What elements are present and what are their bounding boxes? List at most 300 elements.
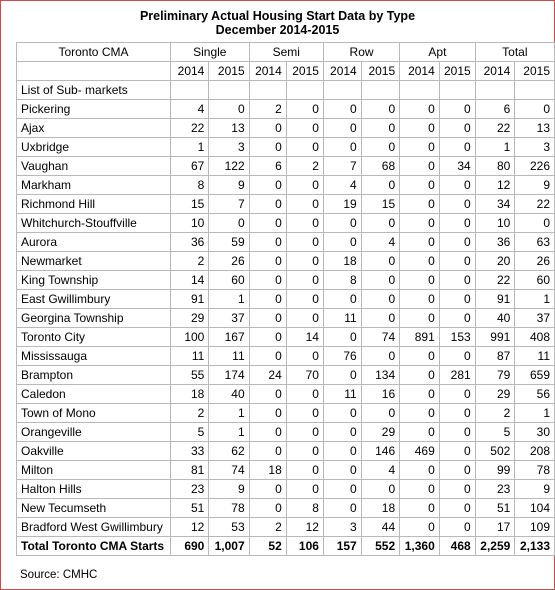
value-cell: 0 [249, 328, 286, 347]
type-header-apt: Apt [400, 43, 476, 62]
value-cell: 0 [249, 499, 286, 518]
value-cell: 12 [170, 518, 208, 537]
table-row [17, 252, 555, 271]
value-cell: 2 [286, 157, 323, 176]
value-cell: 0 [249, 480, 286, 499]
year-header: 2014 [249, 62, 286, 81]
value-cell: 0 [515, 214, 555, 233]
value-cell: 0 [400, 233, 440, 252]
market-name: Halton Hills [17, 480, 171, 499]
value-cell: 0 [439, 214, 475, 233]
value-cell: 0 [249, 119, 286, 138]
value-cell: 208 [515, 442, 555, 461]
value-cell: 10 [170, 214, 208, 233]
value-cell: 0 [400, 271, 440, 290]
table-row [17, 423, 555, 442]
section-label: List of Sub- markets [17, 81, 171, 100]
value-cell: 12 [286, 518, 323, 537]
value-cell: 134 [361, 366, 399, 385]
year-header: 2015 [361, 62, 399, 81]
value-cell: 17 [475, 518, 515, 537]
table-row [17, 385, 555, 404]
table-row [17, 347, 555, 366]
value-cell: 11 [515, 347, 555, 366]
value-cell: 0 [400, 461, 440, 480]
value-cell: 0 [361, 271, 399, 290]
value-cell: 20 [475, 252, 515, 271]
value-cell: 0 [286, 404, 323, 423]
value-cell: 0 [286, 195, 323, 214]
value-cell: 0 [361, 404, 399, 423]
value-cell: 0 [209, 214, 249, 233]
value-cell: 0 [323, 442, 361, 461]
table-row [17, 404, 555, 423]
value-cell: 80 [475, 157, 515, 176]
value-cell: 5 [475, 423, 515, 442]
value-cell: 23 [475, 480, 515, 499]
year-header: 2014 [400, 62, 440, 81]
value-cell: 0 [439, 290, 475, 309]
value-cell: 0 [286, 252, 323, 271]
table-row [17, 366, 555, 385]
value-cell: 0 [323, 499, 361, 518]
value-cell: 14 [170, 271, 208, 290]
table-row [17, 138, 555, 157]
table-row [17, 271, 555, 290]
value-cell: 408 [515, 328, 555, 347]
value-cell: 3 [515, 138, 555, 157]
value-cell: 8 [170, 176, 208, 195]
value-cell: 0 [400, 290, 440, 309]
value-cell: 0 [249, 271, 286, 290]
value-cell: 18 [249, 461, 286, 480]
value-cell: 7 [209, 195, 249, 214]
value-cell: 0 [361, 309, 399, 328]
value-cell: 40 [475, 309, 515, 328]
value-cell: 0 [361, 214, 399, 233]
value-cell: 1,007 [209, 537, 249, 556]
table-row [17, 214, 555, 233]
market-name: Whitchurch-Stouffville [17, 214, 171, 233]
report-title [0, 9, 555, 37]
value-cell: 0 [286, 233, 323, 252]
value-cell: 23 [170, 480, 208, 499]
value-cell: 0 [439, 195, 475, 214]
value-cell: 22 [475, 119, 515, 138]
value-cell: 3 [209, 138, 249, 157]
market-name: Markham [17, 176, 171, 195]
value-cell: 0 [286, 347, 323, 366]
market-name: Town of Mono [17, 404, 171, 423]
value-cell: 51 [170, 499, 208, 518]
value-cell: 2 [170, 252, 208, 271]
market-name: Brampton [17, 366, 171, 385]
value-cell: 0 [323, 119, 361, 138]
value-cell: 1 [209, 423, 249, 442]
value-cell: 0 [286, 423, 323, 442]
value-cell: 8 [286, 499, 323, 518]
value-cell: 15 [170, 195, 208, 214]
value-cell: 0 [323, 100, 361, 119]
value-cell: 18 [323, 252, 361, 271]
value-cell: 0 [361, 138, 399, 157]
value-cell: 13 [515, 119, 555, 138]
market-name: Milton [17, 461, 171, 480]
value-cell: 0 [439, 176, 475, 195]
value-cell: 29 [475, 385, 515, 404]
value-cell: 0 [286, 480, 323, 499]
value-cell: 6 [249, 157, 286, 176]
value-cell: 0 [400, 480, 440, 499]
market-name: Newmarket [17, 252, 171, 271]
value-cell: 0 [249, 195, 286, 214]
value-cell: 22 [475, 271, 515, 290]
table-row [17, 157, 555, 176]
value-cell: 0 [323, 138, 361, 157]
market-name: Total Toronto CMA Starts [17, 537, 171, 556]
value-cell: 99 [475, 461, 515, 480]
value-cell: 0 [439, 119, 475, 138]
value-cell: 16 [361, 385, 399, 404]
value-cell: 0 [361, 290, 399, 309]
value-cell: 0 [249, 176, 286, 195]
table-row [17, 100, 555, 119]
market-name: Pickering [17, 100, 171, 119]
value-cell: 51 [475, 499, 515, 518]
table-row [17, 518, 555, 537]
value-cell: 0 [286, 309, 323, 328]
table-row [17, 176, 555, 195]
value-cell: 0 [400, 252, 440, 271]
year-header: 2015 [515, 62, 555, 81]
value-cell: 0 [439, 499, 475, 518]
type-header-row: Row [323, 43, 399, 62]
type-header-row [17, 43, 555, 62]
value-cell: 1 [170, 138, 208, 157]
value-cell: 4 [361, 461, 399, 480]
value-cell: 0 [249, 423, 286, 442]
value-cell: 9 [209, 480, 249, 499]
year-header-row [17, 62, 555, 81]
market-name: Georgina Township [17, 309, 171, 328]
value-cell: 0 [286, 271, 323, 290]
value-cell: 0 [286, 461, 323, 480]
value-cell: 0 [400, 499, 440, 518]
value-cell: 0 [286, 100, 323, 119]
table-row [17, 195, 555, 214]
value-cell: 22 [515, 195, 555, 214]
value-cell: 68 [361, 157, 399, 176]
value-cell: 0 [515, 100, 555, 119]
value-cell: 0 [400, 404, 440, 423]
title-line-2: December 2014-2015 [215, 23, 340, 37]
value-cell: 0 [286, 385, 323, 404]
market-name: Uxbridge [17, 138, 171, 157]
value-cell: 26 [209, 252, 249, 271]
value-cell: 0 [439, 480, 475, 499]
year-header: 2014 [170, 62, 208, 81]
market-name: Ajax [17, 119, 171, 138]
value-cell: 44 [361, 518, 399, 537]
type-header-semi: Semi [249, 43, 323, 62]
value-cell: 0 [286, 119, 323, 138]
value-cell: 0 [286, 214, 323, 233]
value-cell: 33 [170, 442, 208, 461]
region-header: Toronto CMA [17, 43, 171, 62]
value-cell: 37 [209, 309, 249, 328]
value-cell: 6 [475, 100, 515, 119]
table-row [17, 290, 555, 309]
value-cell: 0 [209, 100, 249, 119]
value-cell: 991 [475, 328, 515, 347]
value-cell: 502 [475, 442, 515, 461]
value-cell: 19 [323, 195, 361, 214]
value-cell: 1,360 [400, 537, 440, 556]
value-cell: 87 [475, 347, 515, 366]
value-cell: 11 [209, 347, 249, 366]
value-cell: 2 [475, 404, 515, 423]
value-cell: 0 [286, 138, 323, 157]
value-cell: 0 [249, 347, 286, 366]
market-name: New Tecumseth [17, 499, 171, 518]
value-cell: 0 [249, 252, 286, 271]
value-cell: 12 [475, 176, 515, 195]
value-cell: 91 [170, 290, 208, 309]
value-cell: 3 [323, 518, 361, 537]
value-cell: 0 [361, 119, 399, 138]
value-cell: 0 [400, 366, 440, 385]
market-name: Richmond Hill [17, 195, 171, 214]
value-cell: 122 [209, 157, 249, 176]
value-cell: 11 [170, 347, 208, 366]
value-cell: 0 [249, 404, 286, 423]
value-cell: 0 [361, 480, 399, 499]
value-cell: 0 [249, 385, 286, 404]
market-name: Aurora [17, 233, 171, 252]
value-cell: 0 [361, 176, 399, 195]
value-cell: 0 [400, 347, 440, 366]
value-cell: 226 [515, 157, 555, 176]
value-cell: 81 [170, 461, 208, 480]
value-cell: 8 [323, 271, 361, 290]
value-cell: 0 [400, 138, 440, 157]
value-cell: 1 [515, 290, 555, 309]
value-cell: 167 [209, 328, 249, 347]
value-cell: 468 [439, 537, 475, 556]
value-cell: 1 [209, 404, 249, 423]
value-cell: 552 [361, 537, 399, 556]
value-cell: 0 [249, 309, 286, 328]
value-cell: 0 [286, 290, 323, 309]
table-row [17, 480, 555, 499]
value-cell: 62 [209, 442, 249, 461]
value-cell: 2 [249, 518, 286, 537]
value-cell: 0 [400, 423, 440, 442]
value-cell: 14 [286, 328, 323, 347]
value-cell: 7 [323, 157, 361, 176]
housing-starts-table [16, 42, 555, 556]
value-cell: 0 [361, 100, 399, 119]
value-cell: 0 [323, 328, 361, 347]
value-cell: 0 [400, 385, 440, 404]
value-cell: 9 [209, 176, 249, 195]
value-cell: 0 [439, 461, 475, 480]
table-row [17, 233, 555, 252]
value-cell: 74 [209, 461, 249, 480]
value-cell: 281 [439, 366, 475, 385]
value-cell: 0 [323, 404, 361, 423]
market-name: King Township [17, 271, 171, 290]
value-cell: 34 [475, 195, 515, 214]
value-cell: 60 [515, 271, 555, 290]
value-cell: 4 [323, 176, 361, 195]
table-body [17, 81, 555, 556]
value-cell: 11 [323, 385, 361, 404]
value-cell: 55 [170, 366, 208, 385]
value-cell: 56 [515, 385, 555, 404]
value-cell: 63 [515, 233, 555, 252]
value-cell: 0 [249, 442, 286, 461]
value-cell: 0 [439, 138, 475, 157]
value-cell: 0 [439, 518, 475, 537]
value-cell: 0 [323, 290, 361, 309]
market-name: Mississauga [17, 347, 171, 366]
value-cell: 9 [515, 176, 555, 195]
section-row [17, 81, 555, 100]
value-cell: 153 [439, 328, 475, 347]
value-cell: 174 [209, 366, 249, 385]
value-cell: 13 [209, 119, 249, 138]
value-cell: 22 [170, 119, 208, 138]
value-cell: 18 [170, 385, 208, 404]
value-cell: 146 [361, 442, 399, 461]
value-cell: 157 [323, 537, 361, 556]
value-cell: 0 [323, 366, 361, 385]
value-cell: 15 [361, 195, 399, 214]
value-cell: 0 [249, 138, 286, 157]
type-header-total: Total [475, 43, 554, 62]
source-note: Source: CMHC [20, 569, 98, 581]
value-cell: 0 [323, 423, 361, 442]
value-cell: 30 [515, 423, 555, 442]
value-cell: 1 [209, 290, 249, 309]
value-cell: 79 [475, 366, 515, 385]
value-cell: 0 [400, 157, 440, 176]
value-cell: 91 [475, 290, 515, 309]
table-row [17, 309, 555, 328]
table-row [17, 499, 555, 518]
market-name: East Gwillimbury [17, 290, 171, 309]
value-cell: 0 [439, 100, 475, 119]
value-cell: 29 [361, 423, 399, 442]
total-row [17, 537, 555, 556]
value-cell: 0 [439, 309, 475, 328]
value-cell: 0 [323, 214, 361, 233]
value-cell: 0 [439, 442, 475, 461]
value-cell: 11 [323, 309, 361, 328]
table-row [17, 442, 555, 461]
value-cell: 4 [361, 233, 399, 252]
value-cell: 0 [439, 347, 475, 366]
year-header: 2015 [439, 62, 475, 81]
value-cell: 60 [209, 271, 249, 290]
market-name: Toronto City [17, 328, 171, 347]
table-row [17, 461, 555, 480]
value-cell: 67 [170, 157, 208, 176]
table-row [17, 119, 555, 138]
value-cell: 29 [170, 309, 208, 328]
value-cell: 0 [323, 480, 361, 499]
value-cell: 2,133 [515, 537, 555, 556]
value-cell: 469 [400, 442, 440, 461]
value-cell: 36 [170, 233, 208, 252]
value-cell: 0 [439, 271, 475, 290]
value-cell: 34 [439, 157, 475, 176]
value-cell: 0 [361, 347, 399, 366]
year-header: 2014 [475, 62, 515, 81]
value-cell: 690 [170, 537, 208, 556]
value-cell: 59 [209, 233, 249, 252]
value-cell: 10 [475, 214, 515, 233]
value-cell: 0 [400, 214, 440, 233]
value-cell: 2 [170, 404, 208, 423]
title-line-1: Preliminary Actual Housing Start Data by Type [139, 9, 416, 23]
value-cell: 0 [286, 176, 323, 195]
year-header: 2015 [209, 62, 249, 81]
value-cell: 0 [439, 385, 475, 404]
value-cell: 2,259 [475, 537, 515, 556]
value-cell: 1 [475, 138, 515, 157]
value-cell: 40 [209, 385, 249, 404]
value-cell: 5 [170, 423, 208, 442]
value-cell: 4 [170, 100, 208, 119]
value-cell: 53 [209, 518, 249, 537]
value-cell: 0 [400, 100, 440, 119]
market-name: Orangeville [17, 423, 171, 442]
value-cell: 0 [439, 404, 475, 423]
type-header-single: Single [170, 43, 249, 62]
value-cell: 0 [249, 214, 286, 233]
year-header: 2015 [286, 62, 323, 81]
value-cell: 26 [515, 252, 555, 271]
value-cell: 0 [400, 195, 440, 214]
value-cell: 78 [515, 461, 555, 480]
value-cell: 0 [439, 233, 475, 252]
value-cell: 24 [249, 366, 286, 385]
value-cell: 0 [400, 119, 440, 138]
value-cell: 0 [400, 176, 440, 195]
value-cell: 0 [400, 518, 440, 537]
value-cell: 70 [286, 366, 323, 385]
value-cell: 0 [439, 252, 475, 271]
value-cell: 1 [515, 404, 555, 423]
value-cell: 0 [361, 252, 399, 271]
value-cell: 0 [439, 423, 475, 442]
year-header-blank [17, 62, 171, 81]
market-name: Bradford West Gwillimbury [17, 518, 171, 537]
value-cell: 109 [515, 518, 555, 537]
value-cell: 0 [323, 233, 361, 252]
market-name: Vaughan [17, 157, 171, 176]
value-cell: 18 [361, 499, 399, 518]
value-cell: 0 [249, 290, 286, 309]
value-cell: 2 [249, 100, 286, 119]
value-cell: 9 [515, 480, 555, 499]
value-cell: 891 [400, 328, 440, 347]
value-cell: 0 [249, 233, 286, 252]
value-cell: 0 [323, 461, 361, 480]
table-row [17, 328, 555, 347]
